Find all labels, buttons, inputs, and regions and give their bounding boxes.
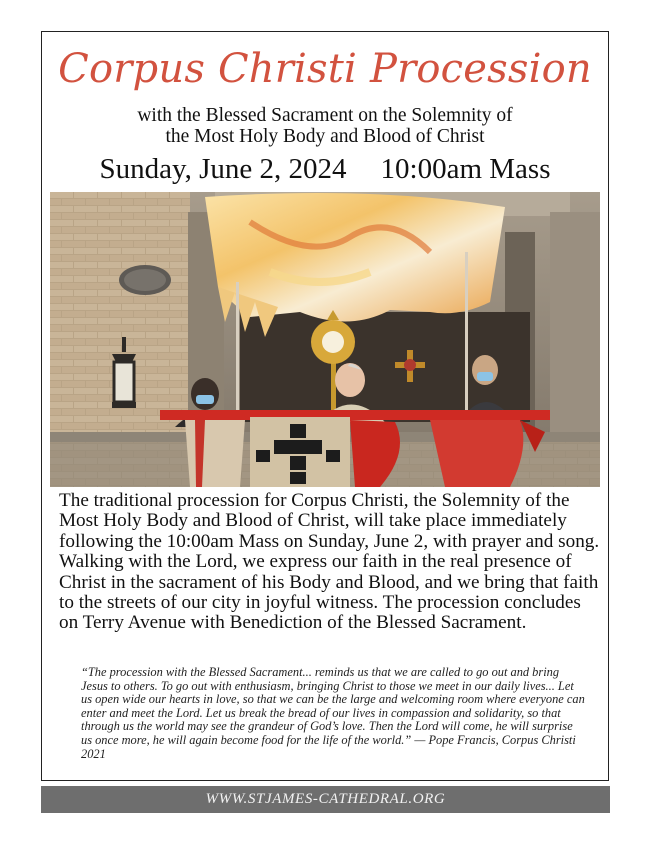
mass-time: 10:00am Mass <box>380 153 551 185</box>
flyer-title: Corpus Christi Procession <box>58 46 592 92</box>
subtitle-line-2: the Most Holy Body and Blood of Christ <box>165 126 485 147</box>
flyer-subtitle <box>42 105 608 147</box>
subtitle-line-1: with the Blessed Sacrament on the Solemnity of <box>137 105 513 126</box>
footer-website-banner <box>41 786 610 813</box>
flyer-frame <box>41 31 609 781</box>
pope-francis-quote: “The procession with the Blessed Sacrament... reminds us that we are called to go out and bring Jesus to others. To go out with enthusiasm, bringing Christ to those we meet in our daily lives... Let us open wide our hearts in love, so that we can be the large and welcoming room where everyone can enter and meet the Lord. Let us break the bread of our lives in compassion and solidarity, so that through us the world may see the grandeur of God’s love. Then the Lord will come, he will surprise us once more, he will again become food for the life of the world.” — Pope Francis, Corpus Christi 2021 <box>81 665 585 761</box>
procession-photo <box>50 192 600 487</box>
body-paragraph: The traditional procession for Corpus Christi, the Solemnity of the Most Holy Body and Blood of Christ, will take place immediately following the 10:00am Mass on Sunday, June 2, with prayer and song. Walking with the Lord, we express our faith in the real presence of Christ in the sacrament of his Body and Blood, and we bring that faith to the streets of our city in joyful witness. The procession concludes on Terry Avenue with Benediction of the Blessed Sacrament. <box>59 490 600 634</box>
event-date: Sunday, June 2, 2024 <box>99 153 347 185</box>
footer-url[interactable]: WWW.STJAMES-CATHEDRAL.ORG <box>205 791 446 807</box>
event-date-line <box>42 153 608 186</box>
